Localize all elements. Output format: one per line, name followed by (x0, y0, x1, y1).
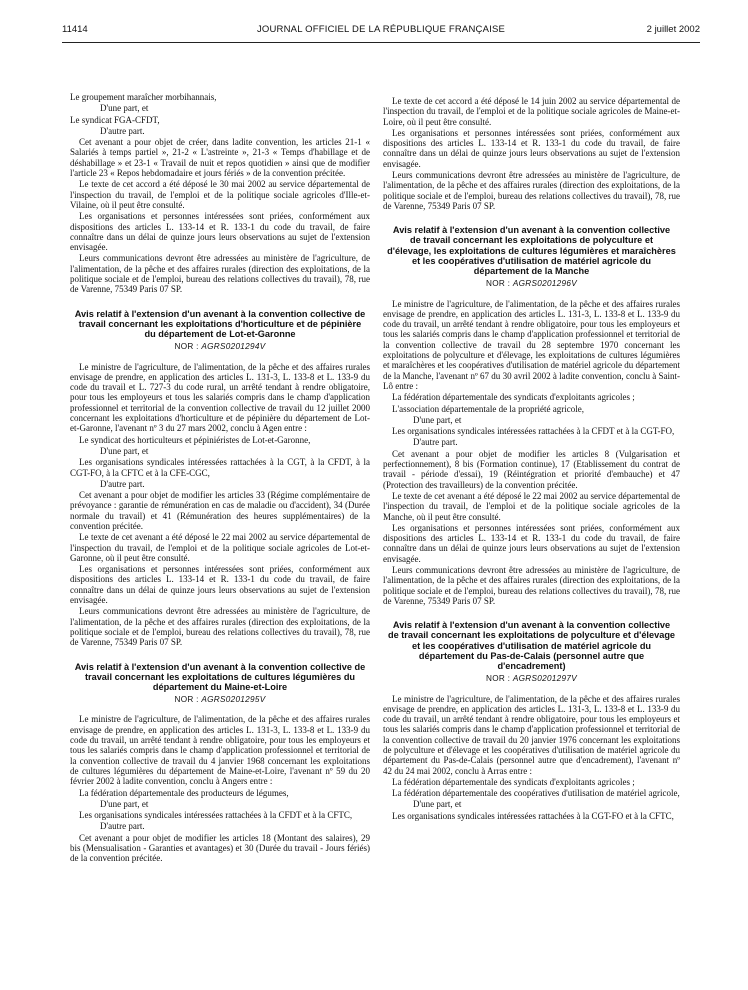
paragraph: La fédération départementale des coopératives d'utilisation de matériel agricole, (392, 788, 680, 799)
nor-code: AGRS0201294V (201, 342, 266, 352)
paragraph: Cet avenant a pour objet de créer, dans ladite convention, les articles 21-1 « Salariés à temps partiel », 21-2 « L'astreinte », 21-3 « Temps d'habillage et de déshabillage » et 23-1 « Travail de nuit et repos quotidien » ainsi que de modifier l'article 23 « Repos hebdomadaire et jours fériés » de la convention précitée. (70, 137, 370, 179)
notice-title: Avis relatif à l'extension d'un avenant à la convention collective de travail concernant les exploitations d'horticulture et de pépinière du département de Lot-et-Garonne (74, 308, 366, 340)
paragraph: D'autre part. (100, 125, 145, 136)
paragraph: D'une part, et (413, 414, 462, 425)
paragraph: Cet avenant a pour objet de modifier les articles 18 (Montant des salaires), 29 bis (Mensualisation - Garanties et avantages) et 30 (Durée du travail - Jours fériés) de la convention précitée. (70, 832, 370, 864)
paragraph: D'autre part. (413, 437, 458, 448)
paragraph: Le texte de cet avenant a été déposé le 22 mai 2002 au service départemental de l'inspection du travail, de l'emploi et de la politique sociale agricoles de Lot-et-Garonne, où il peut être consulté. (70, 532, 370, 563)
paragraph: Le texte de cet avenant a été déposé le 22 mai 2002 au service départemental de l'inspection du travail, de l'emploi et de la politique sociale agricoles de la Manche, où il peut être consulté. (383, 490, 680, 522)
paragraph: Les organisations et personnes intéressées sont priées, conformément aux dispositions des articles L. 133-14 et R. 133-1 du code du travail, de faire connaître dans un délai de quinze jours leurs observations au sujet de l'extension envisagée. (70, 564, 370, 606)
nor-label: NOR : (486, 279, 513, 289)
paragraph: Le ministre de l'agriculture, de l'alimentation, de la pêche et des affaires rurales envisage de prendre, en application des articles L. 131-3, L. 133-8 et L. 133-9 du code du travail, un arrêté tendant à rendre obligatoire, pour tous les employeurs et tous les salariés compris dans le champ d'application professionnel et territorial de la convention collective de travail du 4 janvier 1968 concernant les exploitations de cultures légumières du département de Maine-et-Loire, l'avenant nº 59 du 20 février 2002 à ladite convention, conclu à Angers entre : (70, 714, 370, 787)
nor-code: AGRS0201296V (512, 279, 577, 289)
notice-title: Avis relatif à l'extension d'un avenant à la convention collective de travail concernant les exploitations de cultures légumières du département du Maine-et-Loire (74, 661, 366, 692)
paragraph: La fédération départementale des syndicats d'exploitants agricoles ; (392, 392, 635, 403)
paragraph: D'une part, et (100, 445, 149, 456)
header-rule (62, 42, 700, 43)
nor-reference (383, 674, 680, 684)
paragraph: Les organisations syndicales intéressées rattachées à la CGT, à la CFDT, à la CGT-FO, à la CFTC et à la CFE-CGC, (70, 457, 370, 478)
paragraph: Le syndicat FGA-CFDT, (70, 114, 160, 125)
nor-reference (70, 342, 370, 352)
paragraph: D'une part, et (413, 799, 462, 810)
nor-code: AGRS0201295V (201, 695, 266, 705)
paragraph: Cet avenant a pour objet de modifier les articles 8 (Vulgarisation et perfectionnement), 8 bis (Formation continue), 17 (Etablissement du contrat de travail - période d'essai), 19 (Réintégration et priorité d'embauche) et 47 (Protection des travailleurs) de la convention précitée. (383, 448, 680, 490)
paragraph: Les organisations et personnes intéressées sont priées, conformément aux dispositions des articles L. 133-14 et R. 133-1 du code du travail, de faire connaître dans un délai de quinze jours leurs observations au sujet de l'extension envisagée. (383, 522, 680, 564)
paragraph: D'autre part. (100, 821, 145, 832)
paragraph: Le texte de cet accord a été déposé le 30 mai 2002 au service départemental de l'inspection du travail, de l'emploi et de la politique sociale agricoles d'Ille-et-Vilaine, où il peut être consulté. (70, 179, 370, 210)
paragraph: Les organisations syndicales intéressées rattachées à la CFDT et à la CFTC, (79, 810, 353, 821)
issue-date: 2 juillet 2002 (646, 24, 700, 35)
page-number: 11414 (62, 24, 88, 35)
notice-title: Avis relatif à l'extension d'un avenant à la convention collective de travail concernant les exploitations de polyculture et d'élevage et les coopératives d'utilisation de matériel agricole du département du Pas-de-Calais (personnel autre que d'encadrement) (387, 620, 676, 671)
nor-reference (70, 695, 370, 705)
paragraph: Le texte de cet accord a été déposé le 14 juin 2002 au service départemental de l'inspection du travail, de l'emploi et de la politique sociale agricoles de Maine-et-Loire, où il peut être consulté. (383, 96, 680, 127)
paragraph: Le ministre de l'agriculture, de l'alimentation, de la pêche et des affaires rurales envisage de prendre, en application des articles L. 131-3, L. 133-8 et L. 133-9 du code du travail, un arrêté tendant à rendre obligatoire, pour tous les employeurs et tous les salariés compris dans le champ d'application professionnel et territorial de la convention collective de travail du 20 janvier 1976 concernant les exploitations de polyculture et d'élevage et les coopératives d'utilisation de matériel agricole du département du Pas-de-Calais (personnel autre que d'encadrement), l'avenant nº 42 du 24 mai 2002, conclu à Arras entre : (383, 693, 680, 776)
nor-label: NOR : (174, 342, 202, 352)
paragraph: La fédération départementale des producteurs de légumes, (79, 787, 289, 798)
page-header (62, 24, 700, 40)
journal-title: JOURNAL OFFICIEL DE LA RÉPUBLIQUE FRANÇAISE (256, 24, 506, 35)
paragraph: Les organisations et personnes intéressées sont priées, conformément aux dispositions des articles L. 133-14 et R. 133-1 du code du travail, de faire connaître dans un délai de quinze jours leurs observations au sujet de l'extension envisagée. (70, 211, 370, 253)
paragraph: Le groupement maraîcher morbihannais, (70, 92, 217, 102)
paragraph: D'une part, et (100, 103, 149, 114)
paragraph: Les organisations syndicales intéressées rattachées à la CGT-FO et à la CFTC, (392, 810, 674, 821)
paragraph: Les organisations syndicales intéressées rattachées à la CFDT et à la CGT-FO, (392, 426, 675, 437)
left-column (70, 92, 370, 865)
paragraph: Cet avenant a pour objet de modifier les articles 33 (Régime complémentaire de prévoyance : garantie de rémunération en cas de maladie ou d'accident), 34 (Durée normale du travail) et 41 (Rémunération des heures supplémentaires) de la convention précitée. (70, 490, 370, 531)
paragraph: Les organisations et personnes intéressées sont priées, conformément aux dispositions des articles L. 133-14 et R. 133-1 du code du travail, de faire connaître dans un délai de quinze jours leurs observations au sujet de l'extension envisagée. (383, 127, 680, 169)
nor-reference (383, 279, 680, 289)
paragraph: L'association départementale de la propriété agricole, (392, 403, 585, 414)
paragraph: D'une part, et (100, 798, 149, 809)
paragraph: Leurs communications devront être adressées au ministère de l'agriculture, de l'alimentation, de la pêche et des affaires rurales (direction des exploitations, de la politique sociale et de l'emploi, bureau des relations collectives du travail), 78, rue de Varenne, 75349 Paris 07 SP. (70, 606, 370, 648)
nor-label: NOR : (486, 674, 513, 684)
paragraph: D'autre part. (100, 478, 145, 489)
paragraph: Le ministre de l'agriculture, de l'alimentation, de la pêche et des affaires rurales envisage de prendre, en application des articles L. 131-3, L. 133-8 et L. 133-9 du code du travail et L. 727-3 du code rural, un arrêté tendant à rendre obligatoire, pour tous les employeurs et tous les salariés compris dans le champ d'application professionnel et territorial de la convention collective de travail du 12 juillet 2000 concernant les exploitations d'horticulture et de pépinière du département de Lot-et-Garonne, l'avenant nº 3 du 27 mars 2002, conclu à Agen entre : (70, 361, 370, 434)
paragraph: Le syndicat des horticulteurs et pépiniéristes de Lot-et-Garonne, (79, 434, 311, 445)
paragraph: La fédération départementale des syndicats d'exploitants agricoles ; (392, 776, 635, 787)
right-column (383, 96, 680, 822)
nor-label: NOR : (174, 695, 202, 705)
paragraph: Leurs communications devront être adressées au ministère de l'agriculture, de l'alimentation, de la pêche et des affaires rurales (direction des exploitations, de la politique sociale et de l'emploi, bureau des relations collectives du travail), 78, rue de Varenne, 75349 Paris 07 SP. (70, 253, 370, 295)
notice-title: Avis relatif à l'extension d'un avenant à la convention collective de travail concernant les exploitations de polyculture et d'élevage, les exploitations de cultures légumières et maraîchères et les coopératives d'utilisation de matériel agricole du département de la Manche (387, 225, 676, 277)
paragraph: Leurs communications devront être adressées au ministère de l'agriculture, de l'alimentation, de la pêche et des affaires rurales (direction des exploitations, de la politique sociale et de l'emploi, bureau des relations collectives du travail), 78, rue de Varenne, 75349 Paris 07 SP. (383, 565, 680, 606)
nor-code: AGRS0201297V (512, 674, 577, 684)
paragraph: Leurs communications devront être adressées au ministère de l'agriculture, de l'alimentation, de la pêche et des affaires rurales (direction des exploitations, de la politique sociale et de l'emploi, bureau des relations collectives du travail), 78, rue de Varenne, 75349 Paris 07 SP. (383, 170, 680, 211)
paragraph: Le ministre de l'agriculture, de l'alimentation, de la pêche et des affaires rurales envisage de prendre, en application des articles L. 131-3, L. 133-8 et L. 133-9 du code du travail, un arrêté tendant à rendre obligatoire, pour tous les employeurs et tous les salariés compris dans le champ d'application professionnel et territorial de la convention collective de travail du 28 septembre 1970 concernant les exploitations de polyculture et d'élevage, les exploitations de cultures légumières et maraîchères et les coopératives d'utilisation de matériel agricole du département de la Manche, l'avenant nº 67 du 30 avril 2002 à ladite convention, conclu à Saint-Lô entre : (383, 298, 680, 391)
